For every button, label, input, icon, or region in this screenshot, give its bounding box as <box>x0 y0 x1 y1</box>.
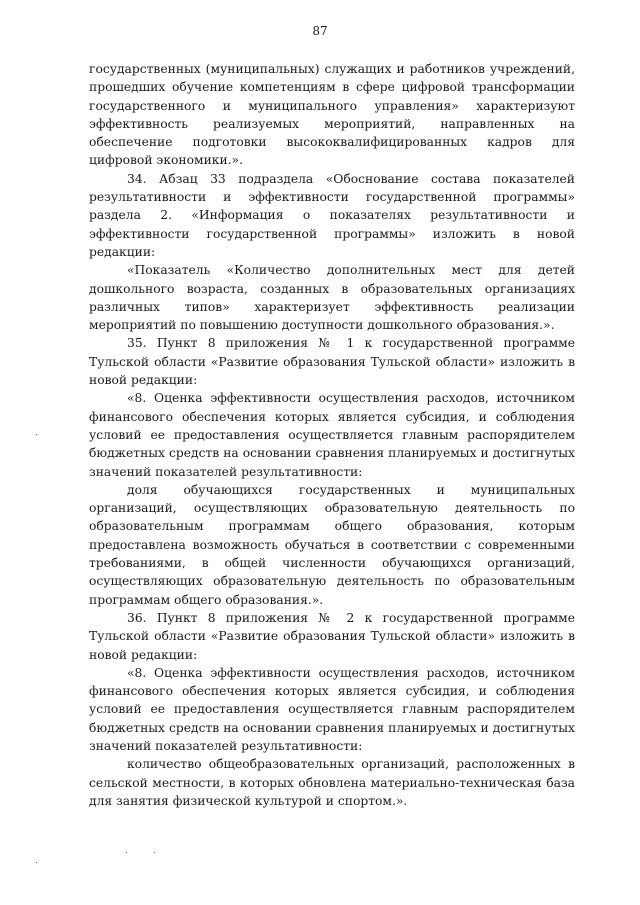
paragraph-quote-evaluation-2: «8. Оценка эффективности осуществления расходов, источником финансового обеспечения которых является субсидия, и соблюдения условий ее предоставления осуществляется главным распорядителем бюджетных средств на основании сравнения планируемых и достигнутых значений показателей результативности: <box>89 665 575 753</box>
paragraph-quote-indicator: «Показатель «Количество дополнительных мест для детей дошкольного возраста, созданных в образовательных организациях различных типов» характеризует эффективность реализации мероприятий по повышению доступности дошкольного образования.». <box>89 263 575 333</box>
document-body <box>89 60 575 810</box>
paragraph-indicator-count: количество общеобразовательных организаций, расположенных в сельской местности, в которых обновлена материально-техническая база для занятия физической культурой и спортом.». <box>89 757 575 808</box>
paragraph-item-35: 35. Пункт 8 приложения № 1 к государственной программе Тульской области «Развитие образования Тульской области» изложить в новой редакции: <box>89 336 575 388</box>
scan-speck <box>154 852 155 853</box>
paragraph-item-34: 34. Абзац 33 подраздела «Обоснование состава показателей результативности и эффективности государственной программы» раздела 2. «Информация о показателях результативности и эффективности государственной программы» изложить в новой редакции: <box>89 171 575 259</box>
scan-speck <box>36 434 37 435</box>
paragraph-indicator-share: доля обучающихся государственных и муниципальных организаций, осуществляющих образовательную деятельность по образовательным программам общего образования, которым предоставлена возможность обучаться в соответствии с современными требованиями, в общей численности обучающихся организаций, осуществляющих образовательную деятельность по образовательным программам общего образования.». <box>89 482 575 607</box>
paragraph-continuation: государственных (муниципальных) служащих и работников учреждений, прошедших обучение компетенциям в сфере цифровой трансформации государственного и муниципального управления» характеризуют эффективность реализуемых мероприятий, направленных на обеспечение подготовки высококвалифицированных кадров для цифровой экономики.». <box>89 62 575 168</box>
scan-speck <box>36 862 37 863</box>
paragraph-quote-evaluation-1: «8. Оценка эффективности осуществления расходов, источником финансового обеспечения которых является субсидия, и соблюдения условий ее предоставления осуществляется главным распорядителем бюджетных средств на основании сравнения планируемых и достигнутых значений показателей результативности: <box>89 391 575 479</box>
page-number: 87 <box>312 24 328 38</box>
scan-speck <box>126 852 127 853</box>
paragraph-item-36: 36. Пункт 8 приложения № 2 к государственной программе Тульской области «Развитие образования Тульской области» изложить в новой редакции: <box>89 610 575 662</box>
